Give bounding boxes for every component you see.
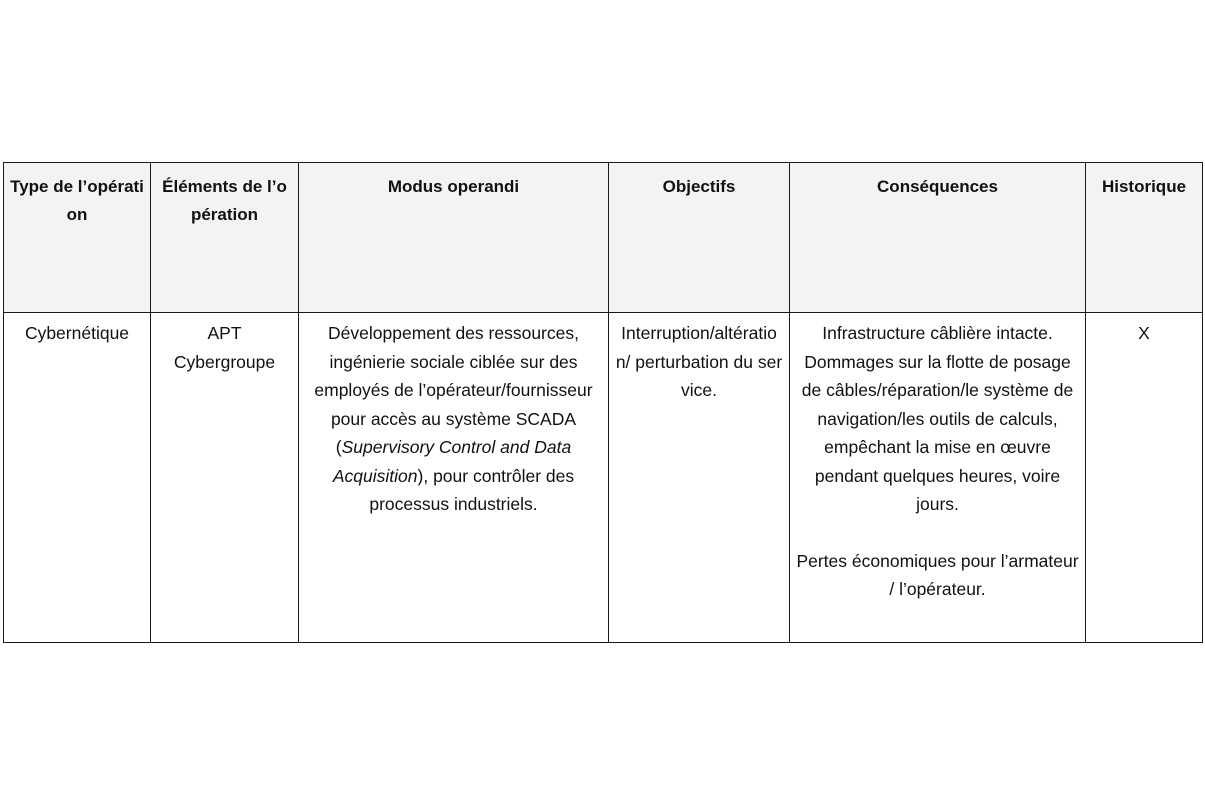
table-row xyxy=(4,313,1203,643)
objectifs-text: Interruption/altération/ perturbation du service. xyxy=(615,323,783,400)
header-objectifs: Objectifs xyxy=(609,163,790,313)
header-historique: Historique xyxy=(1086,163,1203,313)
cell-objectifs xyxy=(609,313,790,643)
cell-type xyxy=(4,313,151,643)
elements-line1: APT xyxy=(207,323,242,343)
modus-italic-text: Supervisory Control and Data Acquisition xyxy=(332,437,572,486)
table-header xyxy=(4,163,1203,313)
consequences-paragraph-1: Infrastructure câblière intacte. Dommages sur la flotte de posage de câbles/réparation/le système de navigation/les outils de calculs, empêchant la mise en œuvre pendant quelques heures, voire jours. xyxy=(801,323,1074,514)
header-row xyxy=(4,163,1203,313)
modus-text-1: Développement des ressources, ingénierie sociale ciblée sur des employés de l’opérateur/fournisseur pour accès au système SCADA ( xyxy=(314,323,593,457)
header-modus-operandi: Modus operandi xyxy=(299,163,609,313)
header-elements: Éléments de l’opération xyxy=(151,163,299,313)
historique-mark: X xyxy=(1138,323,1150,343)
elements-line2: Cybergroupe xyxy=(173,351,276,372)
header-consequences: Conséquences xyxy=(790,163,1086,313)
cell-consequences xyxy=(790,313,1086,643)
cell-historique xyxy=(1086,313,1203,643)
consequences-paragraph-2: Pertes économiques pour l’armateur / l’opérateur. xyxy=(796,550,1079,599)
type-text: Cybernétique xyxy=(24,323,130,343)
modus-text-2: ), pour contrôler des processus industriels. xyxy=(369,465,575,514)
cell-elements xyxy=(151,313,299,643)
operations-table xyxy=(3,162,1203,643)
table-body xyxy=(4,313,1203,643)
cell-modus-operandi xyxy=(299,313,609,643)
header-type: Type de l’opération xyxy=(4,163,151,313)
